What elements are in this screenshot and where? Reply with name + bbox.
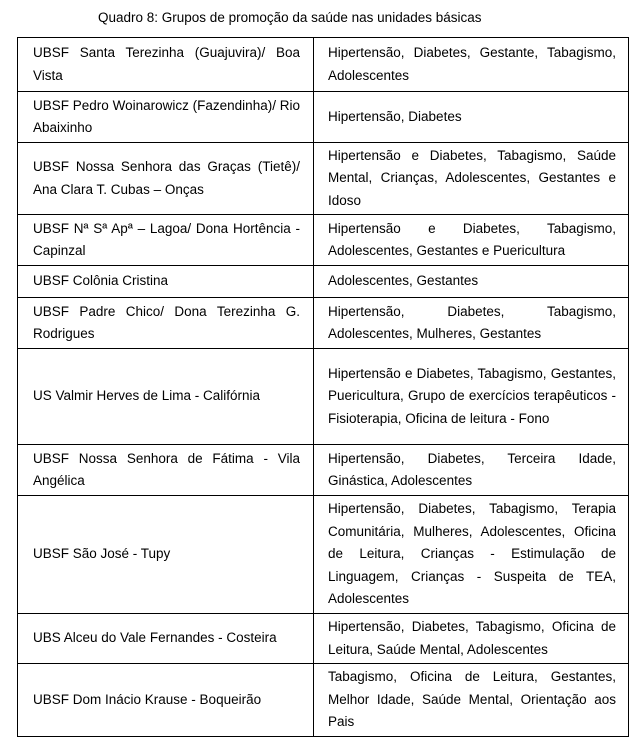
unit-cell: UBSF Dom Inácio Krause - Boqueirão — [18, 664, 314, 737]
unit-cell: UBSF Colônia Cristina — [18, 266, 314, 298]
unit-cell: UBSF Padre Chico/ Dona Terezinha G. Rodrigues — [18, 298, 314, 349]
groups-cell: Hipertensão e Diabetes, Tabagismo, Gestantes, Puericultura, Grupo de exercícios terapêuticos - Fisioterapia, Oficina de leitura - Fono — [314, 349, 629, 445]
table-row — [18, 298, 629, 349]
unit-cell: UBS Alceu do Vale Fernandes - Costeira — [18, 614, 314, 664]
table-row — [18, 38, 629, 92]
unit-cell: UBSF Nossa Senhora das Graças (Tietê)/ Ana Clara T. Cubas – Onças — [18, 143, 314, 215]
health-groups-table — [17, 37, 629, 737]
table-body — [18, 38, 629, 737]
groups-cell: Hipertensão, Diabetes, Tabagismo, Terapia Comunitária, Mulheres, Adolescentes, Oficina de Leitura, Crianças - Estimulação de Linguagem, Crianças - Suspeita de TEA, Adolescentes — [314, 496, 629, 614]
unit-cell: UBSF Santa Terezinha (Guajuvira)/ Boa Vista — [18, 38, 314, 92]
table-row — [18, 215, 629, 266]
unit-cell: UBSF Nossa Senhora de Fátima - Vila Angélica — [18, 445, 314, 496]
table-row — [18, 614, 629, 664]
table-row — [18, 664, 629, 737]
groups-cell: Hipertensão, Diabetes, Gestante, Tabagismo, Adolescentes — [314, 38, 629, 92]
groups-cell: Hipertensão, Diabetes — [314, 92, 629, 143]
groups-cell: Hipertensão, Diabetes, Tabagismo, Adolescentes, Mulheres, Gestantes — [314, 298, 629, 349]
groups-cell: Hipertensão, Diabetes, Tabagismo, Oficina de Leitura, Saúde Mental, Adolescentes — [314, 614, 629, 664]
groups-cell: Hipertensão e Diabetes, Tabagismo, Saúde Mental, Crianças, Adolescentes, Gestantes e Idoso — [314, 143, 629, 215]
unit-cell: UBSF São José - Tupy — [18, 496, 314, 614]
table-row — [18, 266, 629, 298]
groups-cell: Adolescentes, Gestantes — [314, 266, 629, 298]
groups-cell: Hipertensão e Diabetes, Tabagismo, Adolescentes, Gestantes e Puericultura — [314, 215, 629, 266]
groups-cell: Tabagismo, Oficina de Leitura, Gestantes, Melhor Idade, Saúde Mental, Orientação aos Pais — [314, 664, 629, 737]
groups-cell: Hipertensão, Diabetes, Terceira Idade, Ginástica, Adolescentes — [314, 445, 629, 496]
table-row — [18, 496, 629, 614]
unit-cell: UBSF Nª Sª Apª – Lagoa/ Dona Hortência - Capinzal — [18, 215, 314, 266]
table-caption: Quadro 8: Grupos de promoção da saúde nas unidades básicas — [98, 10, 482, 25]
unit-cell: UBSF Pedro Woinarowicz (Fazendinha)/ Rio Abaixinho — [18, 92, 314, 143]
table-row — [18, 445, 629, 496]
unit-cell: US Valmir Herves de Lima - Califórnia — [18, 349, 314, 445]
table-row — [18, 143, 629, 215]
table-row — [18, 349, 629, 445]
table-row — [18, 92, 629, 143]
